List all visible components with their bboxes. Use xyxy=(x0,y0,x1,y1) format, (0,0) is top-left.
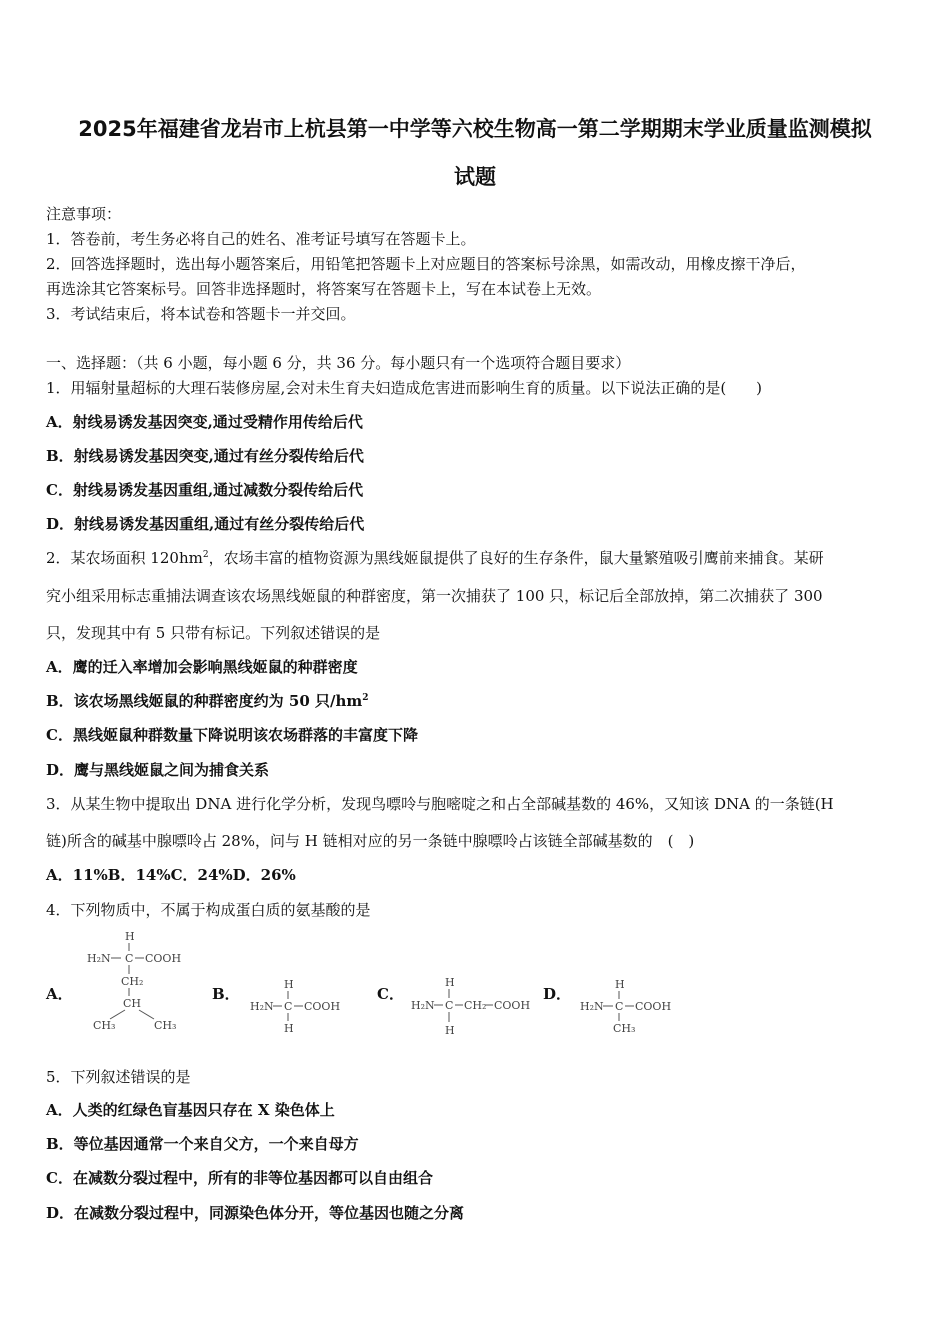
q2-option-b xyxy=(46,690,369,711)
q4-label-d: D． xyxy=(543,985,572,1003)
q2-stem-sup: 2 xyxy=(202,550,209,560)
struct-c-ch2: CH₂ xyxy=(464,999,487,1012)
notice-item-1: 1．答卷前，考生务必将自己的姓名、准考证号填写在答题卡上。 xyxy=(46,230,476,248)
struct-a-ch3-left: CH₃ xyxy=(93,1019,116,1032)
struct-b-h-top: H xyxy=(284,978,294,991)
exam-title-line1: 2025年福建省龙岩市上杭县第一中学等六校生物高一第二学期期末学业质量监测模拟 xyxy=(78,117,872,141)
struct-d-h-top: H xyxy=(615,978,625,991)
q5-option-a: A．人类的红绿色盲基因只存在 X 染色体上 xyxy=(46,1101,335,1119)
q2-stem-part1: 2．某农场面积 120hm xyxy=(46,549,203,567)
struct-a-bond xyxy=(110,1010,125,1019)
q4-label-b: B． xyxy=(212,985,240,1003)
notice-item-2: 2．回答选择题时，选出每小题答案后，用铅笔把答题卡上对应题目的答案标号涂黑，如需改动，用橡皮擦干净后， xyxy=(46,255,806,273)
q5-option-c: C．在减数分裂过程中，所有的非等位基因都可以自由组合 xyxy=(46,1169,433,1187)
struct-c-c: C xyxy=(445,999,454,1012)
structure-b xyxy=(248,976,348,1038)
struct-d-cooh: COOH xyxy=(635,1000,672,1013)
q3-stem-line2: 链)所含的碱基中腺嘌呤占 28%，问与 H 链相对应的另一条链中腺嘌呤占该链全部碱基数的 ( ) xyxy=(46,832,695,850)
struct-b-h2n: H₂N xyxy=(250,1000,274,1013)
struct-c-h-top: H xyxy=(445,976,455,989)
structure-c xyxy=(410,974,535,1040)
struct-c-cooh: COOH xyxy=(494,999,531,1012)
q2-option-c: C．黑线姬鼠种群数量下降说明该农场群落的丰富度下降 xyxy=(46,726,418,744)
notice-item-2-cont: 再选涂其它答案标号。回答非选择题时，将答案写在答题卡上，写在本试卷上无效。 xyxy=(46,280,602,298)
q1-stem: 1．用辐射量超标的大理石装修房屋,会对未生育夫妇造成危害进而影响生育的质量。以下说法正确的是( ) xyxy=(46,379,763,397)
q5-stem: 5．下列叙述错误的是 xyxy=(46,1068,191,1086)
structure-a xyxy=(84,928,194,1034)
struct-a-ch2: CH₂ xyxy=(121,975,144,988)
q4-label-c: C． xyxy=(377,985,404,1003)
q2-option-b-text: B．该农场黑线姬鼠的种群密度约为 50 只/hm xyxy=(46,692,363,710)
q2-option-b-sup: 2 xyxy=(362,693,369,703)
section-heading: 一、选择题：（共 6 小题，每小题 6 分，共 36 分。每小题只有一个选项符合题目要求） xyxy=(46,354,631,372)
q2-option-a: A．鹰的迁入率增加会影响黑线姬鼠的种群密度 xyxy=(46,658,358,676)
struct-a-h: H xyxy=(125,930,135,943)
struct-a-c: C xyxy=(125,952,134,965)
q2-stem-line3: 只，发现其中有 5 只带有标记。下列叙述错误的是 xyxy=(46,624,381,642)
struct-c-h2n: H₂N xyxy=(411,999,435,1012)
q3-stem-line1: 3．从某生物中提取出 DNA 进行化学分析，发现鸟嘌呤与胞嘧啶之和占全部碱基数的 46%，又知该 DNA 的一条链(H xyxy=(46,795,834,813)
struct-b-h-bottom: H xyxy=(284,1022,294,1035)
q1-option-d: D．射线易诱发基因重组,通过有丝分裂传给后代 xyxy=(46,515,365,533)
q5-option-b: B．等位基因通常一个来自父方，一个来自母方 xyxy=(46,1135,359,1153)
struct-c-h-bottom: H xyxy=(445,1024,455,1037)
q1-option-b: B．射线易诱发基因突变,通过有丝分裂传给后代 xyxy=(46,447,364,465)
q3-options: A．11%B．14%C．24%D．26% xyxy=(46,866,296,884)
q1-option-c: C．射线易诱发基因重组,通过减数分裂传给后代 xyxy=(46,481,364,499)
struct-d-ch3: CH₃ xyxy=(613,1022,636,1035)
struct-b-cooh: COOH xyxy=(304,1000,341,1013)
structure-d xyxy=(578,976,678,1038)
struct-d-c: C xyxy=(615,1000,624,1013)
q5-option-d: D．在减数分裂过程中，同源染色体分开，等位基因也随之分离 xyxy=(46,1204,465,1222)
struct-a-ch3-right: CH₃ xyxy=(154,1019,177,1032)
exam-title-line2: 试题 xyxy=(454,165,496,189)
q2-stem-line2: 究小组采用标志重捕法调查该农场黑线姬鼠的种群密度，第一次捕获了 100 只，标记后全部放掉，第二次捕获了 300 xyxy=(46,587,823,605)
struct-d-h2n: H₂N xyxy=(580,1000,604,1013)
q4-stem: 4．下列物质中，不属于构成蛋白质的氨基酸的是 xyxy=(46,901,371,919)
q2-stem-part2: ，农场丰富的植物资源为黑线姬鼠提供了良好的生存条件，鼠大量繁殖吸引鹰前来捕食。某研 xyxy=(208,549,824,567)
q2-option-d: D．鹰与黑线姬鼠之间为捕食关系 xyxy=(46,761,270,779)
struct-a-bond xyxy=(139,1010,154,1019)
q1-option-a: A．射线易诱发基因突变,通过受精作用传给后代 xyxy=(46,413,363,431)
struct-a-cooh: COOH xyxy=(145,952,182,965)
notice-item-3: 3．考试结束后，将本试卷和答题卡一并交回。 xyxy=(46,305,356,323)
notice-heading: 注意事项： xyxy=(46,205,122,223)
struct-a-h2n: H₂N xyxy=(87,952,111,965)
q2-stem-line1 xyxy=(46,547,824,568)
struct-a-ch: CH xyxy=(123,997,142,1010)
q4-label-a: A． xyxy=(46,985,73,1003)
struct-b-c: C xyxy=(284,1000,293,1013)
